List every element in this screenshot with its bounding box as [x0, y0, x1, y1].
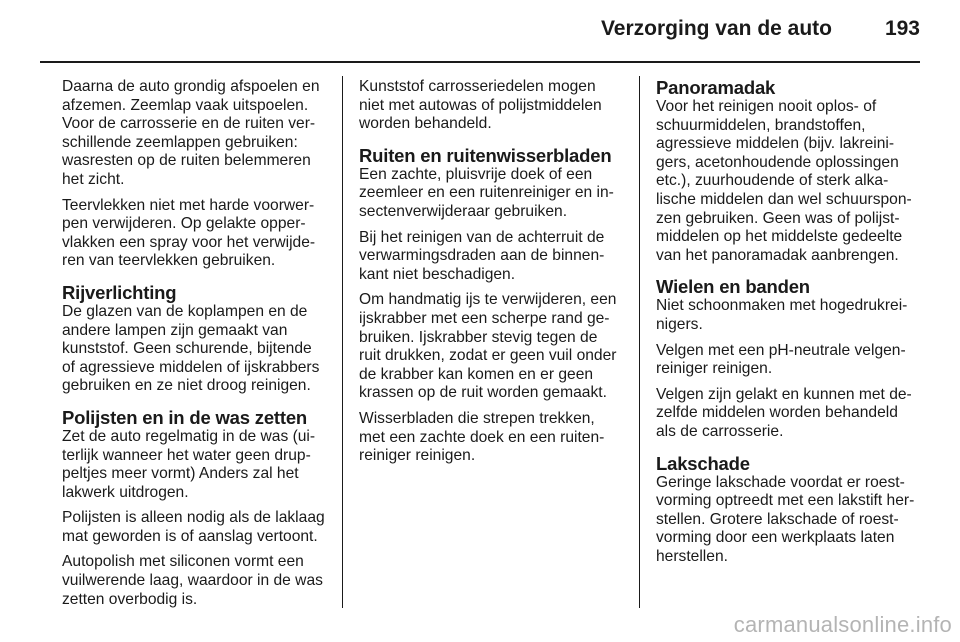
heading-panoramic-roof: Panoramadak [656, 77, 776, 98]
column-divider [639, 76, 640, 608]
column-divider [342, 76, 343, 608]
page-header-title: Verzorging van de auto [600, 17, 832, 40]
column-2 [359, 78, 627, 473]
page-number: 193 [884, 17, 920, 40]
paragraph-ice-removal: Om handmatig ijs te verwijderen, een ijskrabber met een scherpe rand ge- bruiken. Ijskrabber stevig tegen de ruit drukken, zodat er geen vuil onder de krabber kan komen en er geen krassen op de ruit worden gemaakt. [359, 291, 617, 402]
paragraph-plastic-parts: Kunststof carrosseriedelen mogen niet met autowas of polijstmiddelen worden behandeld. [359, 78, 602, 133]
column-3 [656, 78, 924, 573]
paragraph-windows: Een zachte, pluisvrije doek of een zeemleer en een ruitenreiniger en in- sectenverwijderaar gebruiken. [359, 165, 614, 220]
header-rule [40, 61, 920, 63]
paragraph-polishing-2: Polijsten is alleen nodig als de laklaag mat geworden is of aanslag vertoont. [62, 509, 325, 545]
column-1 [62, 78, 330, 616]
paragraph-wiper-blades: Wisserbladen die strepen trekken, met een zachte doek en een ruiten- reiniger reinigen. [359, 409, 605, 465]
paragraph-lighting: De glazen van de koplampen en de andere lampen zijn gemaakt van kunststof. Geen schurende, bijtende of agressieve middelen of ijskrabbers gebruiken en ze niet droog reinigen. [62, 302, 320, 395]
paragraph-rear-window: Bij het reinigen van de achterruit de verwarmingsdraden aan de binnen- kant niet beschadigen. [359, 228, 605, 283]
heading-polishing: Polijsten en in de was zetten [62, 406, 308, 428]
paragraph-polishing: Zet de auto regelmatig in de was (ui- terlijk wanneer het water geen drup- peltjes meer vormt) Anders zal het lakwerk uitdrogen. [62, 427, 316, 501]
paragraph-tar-stains: Teervlekken niet met harde voorwer- pen verwijderen. Op gelakte opper- vlakken een spray voor het verwijde- ren van teervlekken gebruiken. [62, 196, 316, 270]
paragraph-wheels-2: Velgen met een pH-neutrale velgen- reiniger reinigen. [656, 341, 906, 378]
paragraph-rinse: Daarna de auto grondig afspoelen en afzemen. Zeemlap vaak uitspoelen. Voor de carrosserie en de ruiten ver- schillende zeemlappen gebruiken: wasresten op de ruiten belemmeren het zicht. [62, 78, 320, 188]
paragraph-panoramic-roof: Voor het reinigen nooit oplos- of schuurmiddelen, brandstoffen, agressieve middelen (bijv. lakreini- gers, acetonhoudende oplossingen etc.), zuurhoudende of sterk alka- lische middelen dan wel schuurspon- zen gebruiken. Geen was of polijst- middelen op het middelste gedeelte van het panoramadak aanbrengen. [656, 98, 912, 264]
paragraph-wheels-3: Velgen zijn gelakt en kunnen met de- zelfde middelen worden behandeld als de carrosserie. [656, 385, 912, 440]
paragraph-polishing-3: Autopolish met siliconen vormt een vuilwerende laag, waardoor in de was zetten overbodig is. [62, 553, 323, 608]
watermark: carmanualsonline.info [733, 612, 952, 637]
paragraph-paint-damage: Geringe lakschade voordat er roest- vorming optreedt met een lakstift her- stellen. Grotere lakschade of roest- vorming door een werkplaats laten herstellen. [656, 473, 915, 565]
paragraph-wheels: Niet schoonmaken met hogedrukrei- nigers. [656, 297, 908, 333]
heading-windows-wipers: Ruiten en ruitenwisserbladen [359, 144, 612, 166]
heading-lighting: Rijverlichting [62, 281, 177, 303]
heading-paint-damage: Lakschade [656, 452, 750, 474]
heading-wheels-tyres: Wielen en banden [656, 276, 810, 298]
